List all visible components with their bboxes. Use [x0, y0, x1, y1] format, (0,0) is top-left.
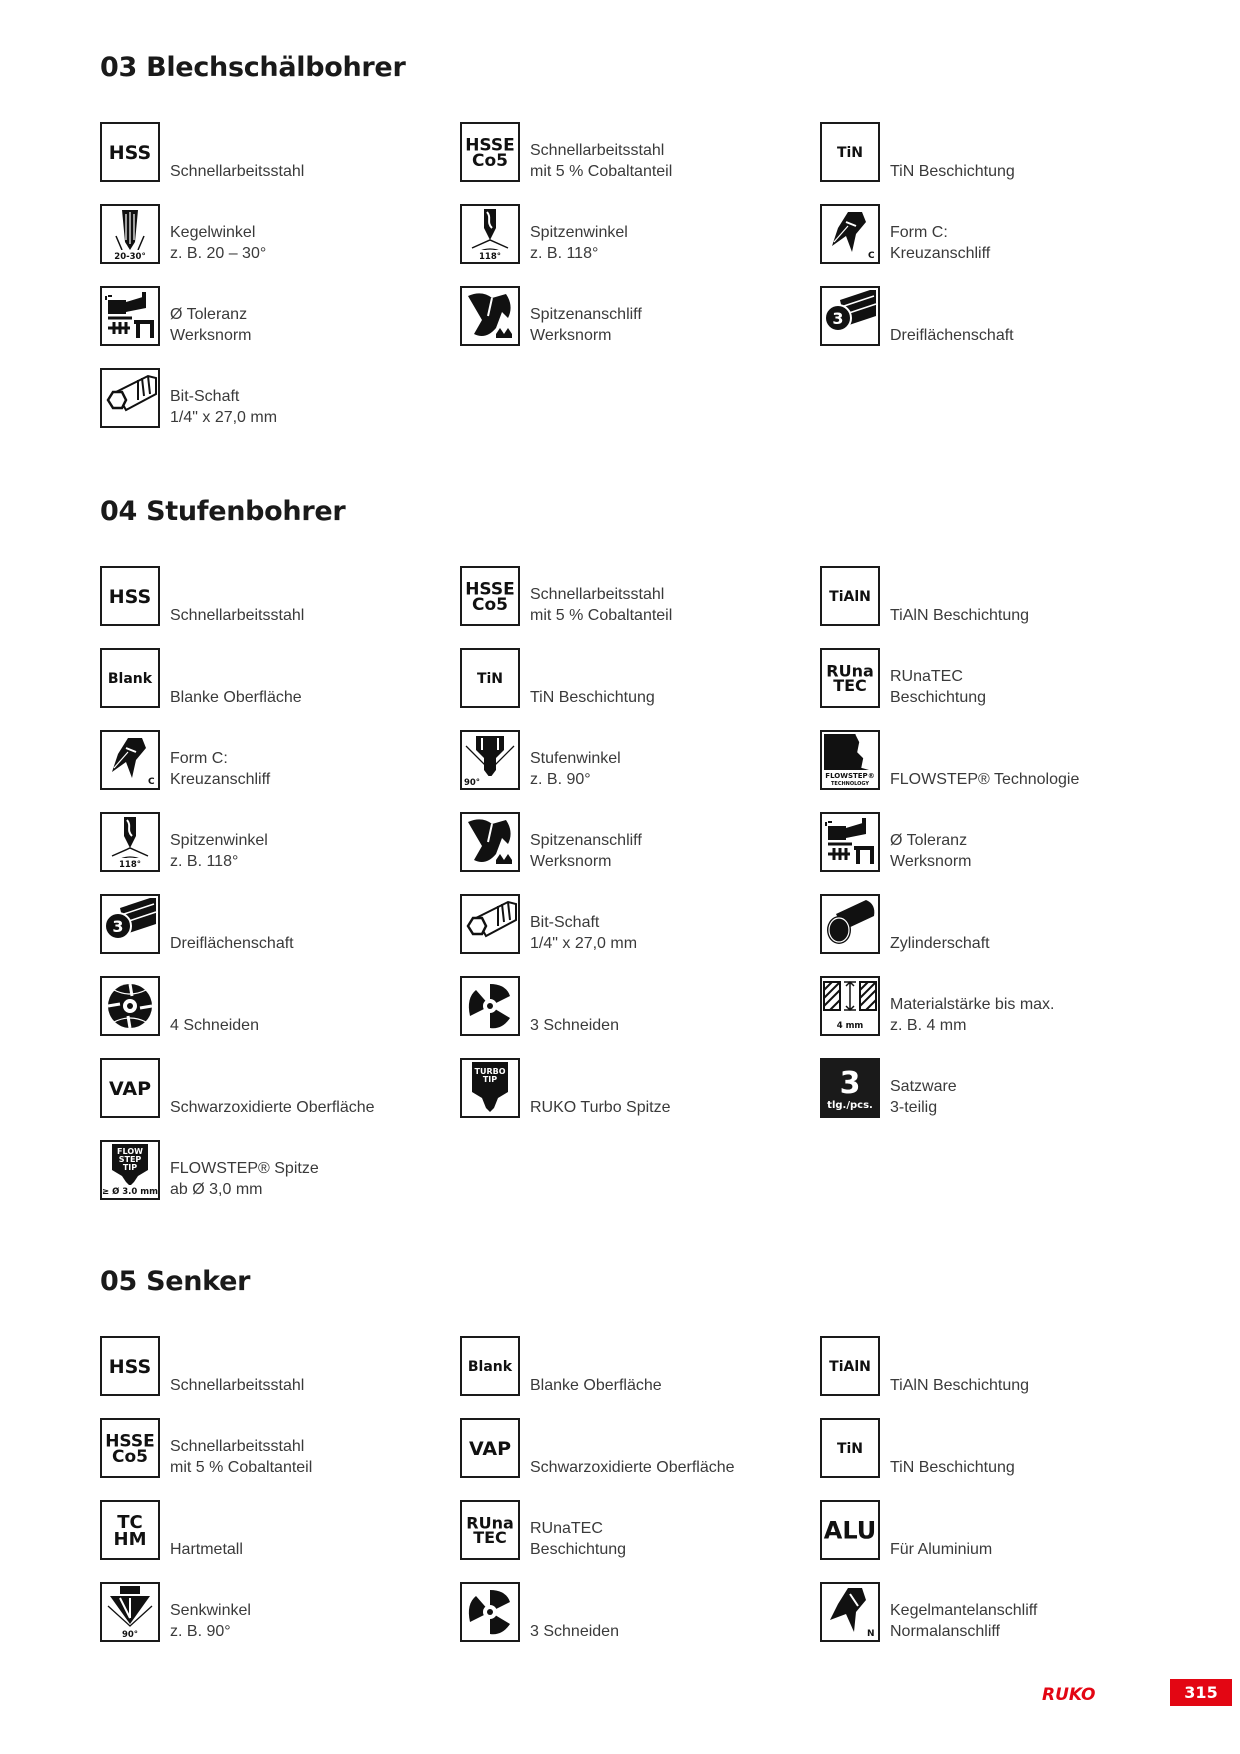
legend-description	[890, 1375, 1029, 1396]
description-line: Schnellarbeitsstahl	[170, 163, 305, 180]
svg-text:20-30°: 20-30°	[114, 252, 146, 262]
legend-item	[820, 204, 1180, 286]
svg-text:3: 3	[112, 917, 124, 936]
legend-item	[100, 204, 460, 286]
legend-item	[820, 894, 1180, 976]
legend-description	[890, 994, 1055, 1036]
runatec-icon	[820, 648, 880, 708]
description-line: Ø Toleranz	[890, 832, 968, 849]
svg-text:HSSE: HSSE	[105, 1431, 155, 1452]
legend-item	[460, 1500, 820, 1582]
svg-text:VAP: VAP	[468, 1437, 512, 1460]
legend-item	[100, 566, 460, 648]
legend-description	[530, 1097, 671, 1118]
legend-item	[100, 1500, 460, 1582]
svg-text:118°: 118°	[479, 252, 501, 262]
legend-description	[170, 687, 302, 708]
svg-text:Co5: Co5	[472, 150, 508, 171]
legend-description	[170, 1158, 319, 1200]
svg-text:90°: 90°	[463, 778, 481, 788]
legend-item	[100, 122, 460, 204]
conical-grind-icon	[820, 1582, 880, 1642]
vap-icon	[460, 1418, 520, 1478]
svg-text:Co5: Co5	[472, 594, 508, 615]
three-flat-shank-icon	[820, 286, 880, 346]
legend-item	[820, 566, 1180, 648]
svg-text:HSSE: HSSE	[465, 135, 515, 156]
description-line: FLOWSTEP® Technologie	[890, 771, 1080, 788]
flowstep-technology-icon	[820, 730, 880, 790]
description-line: Spitzenanschliff	[530, 306, 642, 323]
svg-text:3: 3	[832, 309, 844, 328]
legend-item	[820, 976, 1180, 1058]
countersink-angle-icon	[100, 1582, 160, 1642]
legend-description	[890, 161, 1015, 182]
legend-item	[460, 894, 820, 976]
bit-shank-icon	[460, 894, 520, 954]
description-line: Schwarzoxidierte Oberfläche	[530, 1459, 735, 1476]
cylinder-shank-icon	[820, 894, 880, 954]
description-line: Bit-Schaft	[530, 914, 600, 931]
legend-description	[170, 830, 268, 872]
legend-item	[100, 1336, 460, 1418]
legend-item	[100, 648, 460, 730]
svg-text:N: N	[867, 1629, 875, 1639]
point-angle-icon	[100, 812, 160, 872]
svg-text:FLOW: FLOW	[117, 1147, 143, 1156]
legend-item	[460, 976, 820, 1058]
description-line: Zylinderschaft	[890, 935, 990, 952]
legend-description	[170, 386, 277, 428]
legend-item	[820, 730, 1180, 812]
legend-item	[460, 566, 820, 648]
svg-text:118°: 118°	[119, 860, 141, 870]
description-line: Dreiflächenschaft	[170, 935, 294, 952]
svg-text:TIP: TIP	[482, 1075, 498, 1084]
legend-item	[820, 1418, 1180, 1500]
description-line: Spitzenwinkel	[530, 224, 628, 241]
svg-text:HM: HM	[113, 1528, 147, 1550]
description-line: Materialstärke bis max.	[890, 996, 1055, 1013]
svg-text:RUna: RUna	[466, 1513, 514, 1533]
tolerance-icon	[100, 286, 160, 346]
legend-description	[530, 1015, 619, 1036]
legend-description	[170, 1600, 251, 1642]
legend-item	[820, 812, 1180, 894]
step-angle-icon	[460, 730, 520, 790]
description-line: Beschichtung	[530, 1541, 627, 1558]
description-line: RUnaTEC	[530, 1520, 603, 1537]
legend-item	[100, 812, 460, 894]
legend-description	[170, 1375, 304, 1396]
description-line: TiAlN Beschichtung	[890, 607, 1030, 624]
svg-text:Co5: Co5	[112, 1446, 148, 1467]
description-line: 1/4" x 27,0 mm	[530, 935, 638, 952]
hsse-co5-icon	[460, 122, 520, 182]
svg-text:4 mm: 4 mm	[836, 1021, 864, 1031]
svg-text:VAP: VAP	[108, 1077, 152, 1100]
bit-shank-icon	[100, 368, 160, 428]
svg-text:TiN: TiN	[836, 1441, 864, 1458]
legend-item	[100, 894, 460, 976]
description-line: mit 5 % Cobaltanteil	[170, 1459, 313, 1476]
four-cutters-icon	[100, 976, 160, 1036]
legend-item	[460, 730, 820, 812]
flowstep-tip-icon	[100, 1140, 160, 1200]
svg-text:Blank: Blank	[467, 1359, 513, 1376]
legend-description	[890, 769, 1079, 790]
legend-description	[890, 222, 990, 264]
description-line: mit 5 % Cobaltanteil	[530, 607, 673, 624]
tolerance-icon	[820, 812, 880, 872]
description-line: Werksnorm	[170, 327, 252, 344]
description-line: Werksnorm	[530, 327, 612, 344]
tin-icon	[820, 1418, 880, 1478]
turbo-tip-icon	[460, 1058, 520, 1118]
legend-item	[460, 812, 820, 894]
description-line: Dreiflächenschaft	[890, 327, 1014, 344]
tin-icon	[460, 648, 520, 708]
alu-icon	[820, 1500, 880, 1560]
hss-icon	[100, 1336, 160, 1396]
description-line: Kegelmantelanschliff	[890, 1602, 1038, 1619]
runatec-icon	[460, 1500, 520, 1560]
description-line: Schnellarbeitsstahl	[170, 1377, 305, 1394]
legend-description	[530, 222, 628, 264]
hsse-co5-icon	[100, 1418, 160, 1478]
point-grind-icon	[460, 812, 520, 872]
description-line: z. B. 20 – 30°	[170, 245, 267, 262]
svg-text:90°: 90°	[121, 1630, 139, 1640]
blank-icon	[100, 648, 160, 708]
legend-item	[100, 1418, 460, 1500]
description-line: Kreuzanschliff	[890, 245, 991, 262]
tialn-icon	[820, 1336, 880, 1396]
legend-item	[100, 730, 460, 812]
legend-description	[170, 1015, 259, 1036]
legend-description	[890, 1600, 1037, 1642]
legend-item	[100, 368, 460, 450]
legend-item	[820, 1500, 1180, 1582]
vap-icon	[100, 1058, 160, 1118]
svg-text:HSS: HSS	[108, 141, 152, 164]
description-line: mit 5 % Cobaltanteil	[530, 163, 673, 180]
three-cutters-icon	[460, 976, 520, 1036]
legend-item	[460, 648, 820, 730]
legend-description	[530, 1518, 626, 1560]
legend-item	[820, 286, 1180, 368]
description-line: Schnellarbeitsstahl	[530, 586, 665, 603]
legend-description	[890, 325, 1014, 346]
legend-description	[170, 748, 270, 790]
legend-item	[820, 1582, 1180, 1664]
legend-item	[100, 1582, 460, 1664]
legend-item	[100, 1058, 460, 1140]
legend-item	[820, 648, 1180, 730]
legend-description	[890, 666, 986, 708]
description-line: RUnaTEC	[890, 668, 963, 685]
svg-text:C: C	[868, 251, 875, 261]
legend-description	[170, 161, 304, 182]
description-line: Beschichtung	[890, 689, 987, 706]
description-line: Für Aluminium	[890, 1541, 993, 1558]
svg-text:TiN: TiN	[476, 671, 504, 688]
tc-hm-icon	[100, 1500, 160, 1560]
legend-item	[100, 1140, 460, 1222]
description-line: Blanke Oberfläche	[170, 689, 302, 706]
hsse-co5-icon	[460, 566, 520, 626]
svg-text:HSSE: HSSE	[465, 579, 515, 600]
description-line: Blanke Oberfläche	[530, 1377, 662, 1394]
description-line: Normalanschliff	[890, 1623, 1000, 1640]
legend-description	[530, 687, 655, 708]
description-line: Satzware	[890, 1078, 957, 1095]
svg-text:RUna: RUna	[826, 661, 874, 681]
svg-text:FLOWSTEP®: FLOWSTEP®	[825, 772, 875, 780]
legend-description	[170, 222, 266, 264]
description-line: z. B. 90°	[530, 771, 591, 788]
legend-item	[460, 286, 820, 368]
description-line: 1/4" x 27,0 mm	[170, 409, 278, 426]
hss-icon	[100, 566, 160, 626]
section-title: 04 Stufenbohrer	[100, 496, 346, 527]
svg-text:HSS: HSS	[108, 1355, 152, 1378]
description-line: TiN Beschichtung	[890, 163, 1015, 180]
blank-icon	[460, 1336, 520, 1396]
svg-text:Blank: Blank	[107, 671, 153, 688]
description-line: FLOWSTEP® Spitze	[170, 1160, 319, 1177]
description-line: 3 Schneiden	[530, 1017, 619, 1034]
svg-text:C: C	[148, 777, 155, 787]
legend-description	[530, 304, 642, 346]
description-line: Senkwinkel	[170, 1602, 251, 1619]
legend-description	[530, 1621, 619, 1642]
svg-text:TiN: TiN	[836, 145, 864, 162]
svg-text:HSS: HSS	[108, 585, 152, 608]
legend-item	[460, 1582, 820, 1664]
section-title: 03 Blechschälbohrer	[100, 52, 406, 83]
icon-legend-grid	[100, 1336, 1200, 1664]
legend-description	[170, 1436, 312, 1478]
svg-text:tlg./pcs.: tlg./pcs.	[827, 1100, 873, 1111]
point-grind-icon	[460, 286, 520, 346]
svg-text:TECHNOLOGY: TECHNOLOGY	[831, 781, 869, 787]
legend-description	[170, 933, 294, 954]
split-point-icon	[820, 204, 880, 264]
material-thickness-icon	[820, 976, 880, 1036]
description-line: Spitzenwinkel	[170, 832, 268, 849]
icon-legend-grid	[100, 122, 1200, 450]
legend-description	[890, 933, 990, 954]
description-line: Werksnorm	[890, 853, 972, 870]
legend-item	[820, 122, 1180, 204]
legend-description	[170, 605, 304, 626]
svg-text:≥ Ø 3.0 mm: ≥ Ø 3.0 mm	[102, 1187, 158, 1197]
description-line: z. B. 90°	[170, 1623, 231, 1640]
legend-description	[530, 830, 642, 872]
description-line: TiN Beschichtung	[530, 689, 655, 706]
svg-text:TiAlN: TiAlN	[829, 589, 871, 606]
description-line: z. B. 4 mm	[890, 1017, 967, 1034]
legend-description	[530, 1457, 735, 1478]
description-line: Ø Toleranz	[170, 306, 248, 323]
legend-item	[820, 1058, 1180, 1140]
legend-description	[530, 584, 672, 626]
svg-text:TEC: TEC	[833, 676, 867, 696]
legend-description	[530, 1375, 662, 1396]
legend-description	[530, 748, 621, 790]
point-angle-icon	[460, 204, 520, 264]
svg-text:STEP: STEP	[118, 1155, 142, 1164]
three-cutters-icon	[460, 1582, 520, 1642]
description-line: ab Ø 3,0 mm	[170, 1181, 263, 1198]
description-line: RUKO Turbo Spitze	[530, 1099, 671, 1116]
description-line: Schnellarbeitsstahl	[170, 1438, 305, 1455]
description-line: 3 Schneiden	[530, 1623, 619, 1640]
legend-item	[100, 286, 460, 368]
description-line: z. B. 118°	[170, 853, 239, 870]
legend-item	[460, 1058, 820, 1140]
description-line: Stufenwinkel	[530, 750, 621, 767]
description-line: Schnellarbeitsstahl	[170, 607, 305, 624]
legend-item	[460, 1336, 820, 1418]
tin-icon	[820, 122, 880, 182]
description-line: Schwarzoxidierte Oberfläche	[170, 1099, 375, 1116]
legend-item	[100, 976, 460, 1058]
legend-item	[460, 1418, 820, 1500]
description-line: Form C:	[890, 224, 948, 241]
legend-description	[530, 140, 672, 182]
hss-icon	[100, 122, 160, 182]
description-line: TiN Beschichtung	[890, 1459, 1015, 1476]
description-line: 3-teilig	[890, 1099, 938, 1116]
description-line: z. B. 118°	[530, 245, 599, 262]
legend-description	[170, 1097, 375, 1118]
description-line: Form C:	[170, 750, 228, 767]
legend-description	[890, 1457, 1015, 1478]
legend-item	[460, 122, 820, 204]
split-point-icon	[100, 730, 160, 790]
section-title: 05 Senker	[100, 1266, 251, 1297]
legend-description	[890, 1076, 957, 1118]
svg-text:3: 3	[839, 1066, 861, 1101]
description-line: TiAlN Beschichtung	[890, 1377, 1030, 1394]
svg-text:TC: TC	[117, 1512, 143, 1534]
legend-description	[170, 1539, 243, 1560]
icon-legend-grid	[100, 566, 1200, 1222]
set-count-icon	[820, 1058, 880, 1118]
description-line: Hartmetall	[170, 1541, 243, 1558]
page-number: 315	[1170, 1679, 1232, 1706]
cone-angle-icon	[100, 204, 160, 264]
svg-text:TURBO: TURBO	[474, 1067, 506, 1076]
description-line: Werksnorm	[530, 853, 612, 870]
legend-item	[820, 1336, 1180, 1418]
three-flat-shank-icon	[100, 894, 160, 954]
legend-item	[460, 204, 820, 286]
svg-text:TiAlN: TiAlN	[829, 1359, 871, 1376]
tialn-icon	[820, 566, 880, 626]
legend-description	[530, 912, 637, 954]
brand-logo: RUKO	[1042, 1685, 1096, 1705]
svg-text:TEC: TEC	[473, 1528, 507, 1548]
description-line: 4 Schneiden	[170, 1017, 259, 1034]
description-line: Spitzenanschliff	[530, 832, 642, 849]
description-line: Kegelwinkel	[170, 224, 256, 241]
legend-description	[170, 304, 252, 346]
svg-text:ALU: ALU	[823, 1516, 877, 1545]
description-line: Bit-Schaft	[170, 388, 240, 405]
legend-description	[890, 830, 972, 872]
legend-description	[890, 1539, 992, 1560]
svg-text:TIP: TIP	[122, 1163, 138, 1172]
description-line: Kreuzanschliff	[170, 771, 271, 788]
legend-description	[890, 605, 1029, 626]
description-line: Schnellarbeitsstahl	[530, 142, 665, 159]
